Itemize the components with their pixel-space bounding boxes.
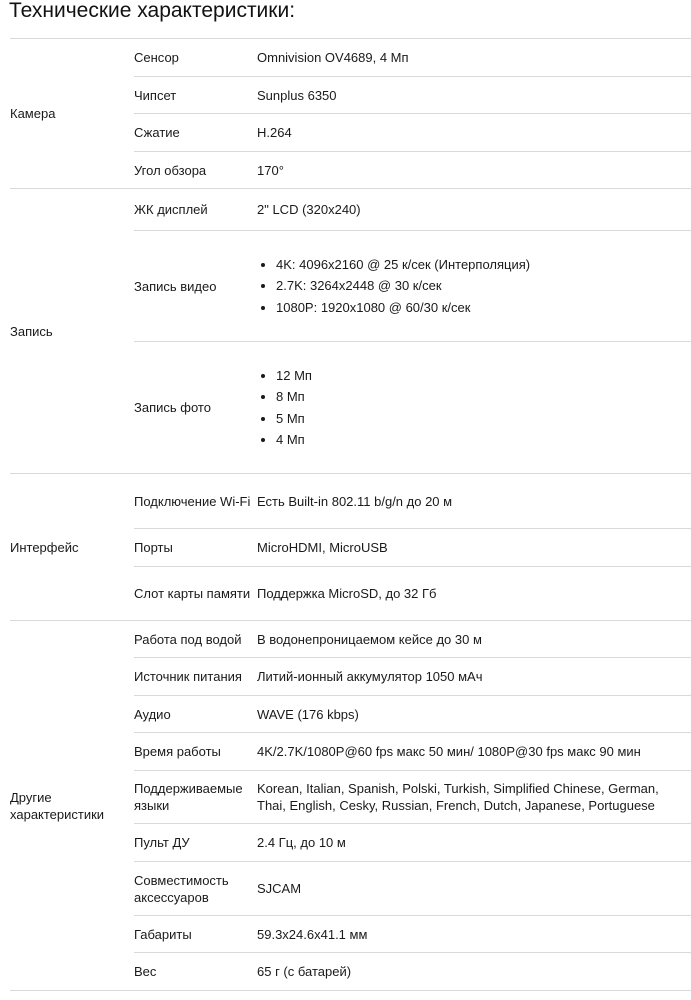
param-label: Время работы	[134, 733, 257, 771]
param-value: 170°	[257, 152, 691, 189]
param-value: 65 г (с батарей)	[257, 953, 691, 991]
param-value: Литий-ионный аккумулятор 1050 мАч	[257, 658, 691, 696]
param-label: Поддерживаемые языки	[134, 771, 257, 824]
table-row	[10, 189, 691, 231]
param-value: Поддержка MicroSD, до 32 Гб	[257, 567, 691, 621]
param-label: Совместимость аксессуаров	[134, 862, 257, 916]
list-item: • 4 Мп	[276, 429, 691, 451]
photo-modes-list	[257, 365, 691, 451]
param-label: Запись видео	[134, 231, 257, 342]
param-value: H.264	[257, 114, 691, 152]
list-item: • 8 Мп	[276, 386, 691, 408]
param-value: Omnivision OV4689, 4 Мп	[257, 39, 691, 77]
table-row	[10, 39, 691, 77]
group-label-camera: Камера	[10, 39, 134, 189]
param-label: Пульт ДУ	[134, 824, 257, 862]
param-label: Работа под водой	[134, 621, 257, 658]
param-value: SJCAM	[257, 862, 691, 916]
param-label: Слот карты памяти	[134, 567, 257, 621]
param-label: ЖК дисплей	[134, 189, 257, 231]
param-value	[257, 231, 691, 342]
param-label: Угол обзора	[134, 152, 257, 189]
list-item: • 1080P: 1920x1080 @ 60/30 к/сек	[276, 297, 691, 319]
param-label: Сжатие	[134, 114, 257, 152]
param-label: Запись фото	[134, 342, 257, 474]
list-item: • 5 Мп	[276, 408, 691, 430]
param-value: Sunplus 6350	[257, 77, 691, 114]
specs-table	[10, 38, 691, 991]
param-label: Аудио	[134, 696, 257, 733]
param-label: Вес	[134, 953, 257, 991]
param-label: Габариты	[134, 916, 257, 953]
list-item: • 2.7K: 3264x2448 @ 30 к/сек	[276, 275, 691, 297]
group-label-other: Другие характеристики	[10, 621, 134, 991]
list-item: • 12 Мп	[276, 365, 691, 387]
param-value: Korean, Italian, Spanish, Polski, Turkish, Simplified Chinese, German, Thai, English, Cesky, Russian, French, Dutch, Japanese, Portuguese	[257, 771, 691, 824]
param-label: Чипсет	[134, 77, 257, 114]
param-label: Порты	[134, 529, 257, 567]
list-item: • 4K: 4096x2160 @ 25 к/сек (Интерполяция)	[276, 254, 691, 276]
param-value: Есть Built-in 802.11 b/g/n до 20 м	[257, 474, 691, 529]
param-value: MicroHDMI, MicroUSB	[257, 529, 691, 567]
param-value: 4K/2.7K/1080P@60 fps макс 50 мин/ 1080P@30 fps макс 90 мин	[257, 733, 691, 771]
param-value: 59.3x24.6x41.1 мм	[257, 916, 691, 953]
table-row	[10, 621, 691, 658]
param-value: В водонепроницаемом кейсе до 30 м	[257, 621, 691, 658]
video-modes-list	[257, 254, 691, 319]
table-row	[10, 474, 691, 529]
group-label-recording: Запись	[10, 189, 134, 474]
group-label-interface: Интерфейс	[10, 474, 134, 621]
param-value: 2" LCD (320x240)	[257, 189, 691, 231]
param-value: WAVE (176 kbps)	[257, 696, 691, 733]
page-title: Технические характеристики:	[9, 0, 296, 22]
param-value	[257, 342, 691, 474]
param-value: 2.4 Гц, до 10 м	[257, 824, 691, 862]
param-label: Источник питания	[134, 658, 257, 696]
param-label: Сенсор	[134, 39, 257, 77]
param-label: Подключение Wi-Fi	[134, 474, 257, 529]
